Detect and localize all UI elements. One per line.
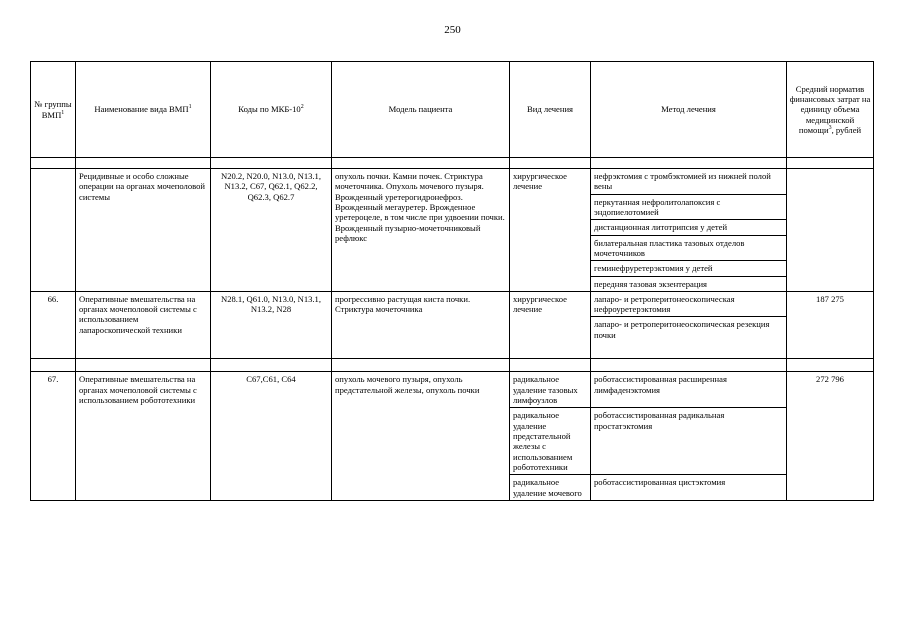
icd-codes-cell: N28.1, Q61.0, N13.0, N13.1, N13.2, N28 xyxy=(211,291,332,359)
vmp-name-cell: Оперативные вмешательства на органах мочеполовой системы с использованием робототехники xyxy=(76,372,211,500)
vmp-name-cell: Рецидивные и особо сложные операции на органах мочеполовой системы xyxy=(76,169,211,292)
treatment-method-cell: лапаро- и ретроперитонеоскопическая нефроуретерэктомия xyxy=(591,291,787,317)
treatment-type-cell: радикальное удаление предстательной железы с использованием робототехники xyxy=(510,408,591,475)
treatment-method-cell: лапаро- и ретроперитонеоскопическая резекция почки xyxy=(591,317,787,359)
treatment-type-cell: радикальное удаление тазовых лимфоузлов xyxy=(510,372,591,408)
cost-cell: 272 796 xyxy=(787,372,874,500)
cost-cell xyxy=(787,169,874,292)
treatment-method-cell: перкутанная нефролитолапоксия с эндопиелотомией xyxy=(591,194,787,220)
header-group-number: № группы ВМП$^1$ xyxy=(31,62,76,158)
treatment-type-cell: хирургическое лечение xyxy=(510,169,591,292)
group-number-cell: 66. xyxy=(31,291,76,359)
treatment-method-cell: дистанционная литотрипсия у детей xyxy=(591,220,787,235)
icd-codes-cell: N20.2, N20.0, N13.0, N13.1, N13.2, C67, Q62.1, Q62.2, Q62.3, Q62.7 xyxy=(211,169,332,292)
header-patient-model: Модель пациента xyxy=(332,62,510,158)
table-row xyxy=(31,169,874,195)
header-icd-codes: Коды по МКБ-$10^2$ xyxy=(211,62,332,158)
treatment-method-cell: передняя тазовая экзентерация xyxy=(591,276,787,291)
patient-model-cell: опухоль мочевого пузыря, опухоль предстательной железы, опухоль почки xyxy=(332,372,510,500)
treatment-method-cell: нефрэктомия с тромбэктомией из нижней полой вены xyxy=(591,169,787,195)
header-treatment-type: Вид лечения xyxy=(510,62,591,158)
spacer-row xyxy=(31,158,874,169)
page-number: 250 xyxy=(444,24,461,36)
treatment-type-cell: радикальное удаление мочевого xyxy=(510,475,591,501)
header-row xyxy=(31,62,874,158)
header-cost: Средний норматив финансовых затрат на единицу объема медицинской помощи$^3$, рублей xyxy=(787,62,874,158)
treatment-type-cell: хирургическое лечение xyxy=(510,291,591,359)
treatment-method-cell: роботассистированная расширенная лимфаденэктомия xyxy=(591,372,787,408)
group-number-cell xyxy=(31,169,76,292)
treatment-method-cell: роботассистированная цистэктомия xyxy=(591,475,787,501)
cost-cell: 187 275 xyxy=(787,291,874,359)
table-row xyxy=(31,372,874,408)
vmp-table xyxy=(30,61,874,501)
treatment-method-cell: геминефруретерэктомия у детей xyxy=(591,261,787,276)
group-number-cell: 67. xyxy=(31,372,76,500)
icd-codes-cell: C67,C61, C64 xyxy=(211,372,332,500)
spacer-row xyxy=(31,359,874,372)
vmp-name-cell: Оперативные вмешательства на органах мочеполовой системы с использованием лапароскопической техники xyxy=(76,291,211,359)
header-treatment-method: Метод лечения xyxy=(591,62,787,158)
treatment-method-cell: роботассистированная радикальная простатэктомия xyxy=(591,408,787,475)
table-row xyxy=(31,291,874,317)
treatment-method-cell: билатеральная пластика тазовых отделов мочеточников xyxy=(591,235,787,261)
patient-model-cell: опухоль почки. Камни почек. Стриктура мочеточника. Опухоль мочевого пузыря. Врожденный уретерогидронефроз. Врожденный мегауретер. Врожденное уретероцеле, в том числе при удвоении почки. Врожденный пузырно-мочеточниковый рефлюкс xyxy=(332,169,510,292)
header-vmp-name: Наименование вида ВМП$^1$ xyxy=(76,62,211,158)
patient-model-cell: прогрессивно растущая киста почки. Стриктура мочеточника xyxy=(332,291,510,359)
